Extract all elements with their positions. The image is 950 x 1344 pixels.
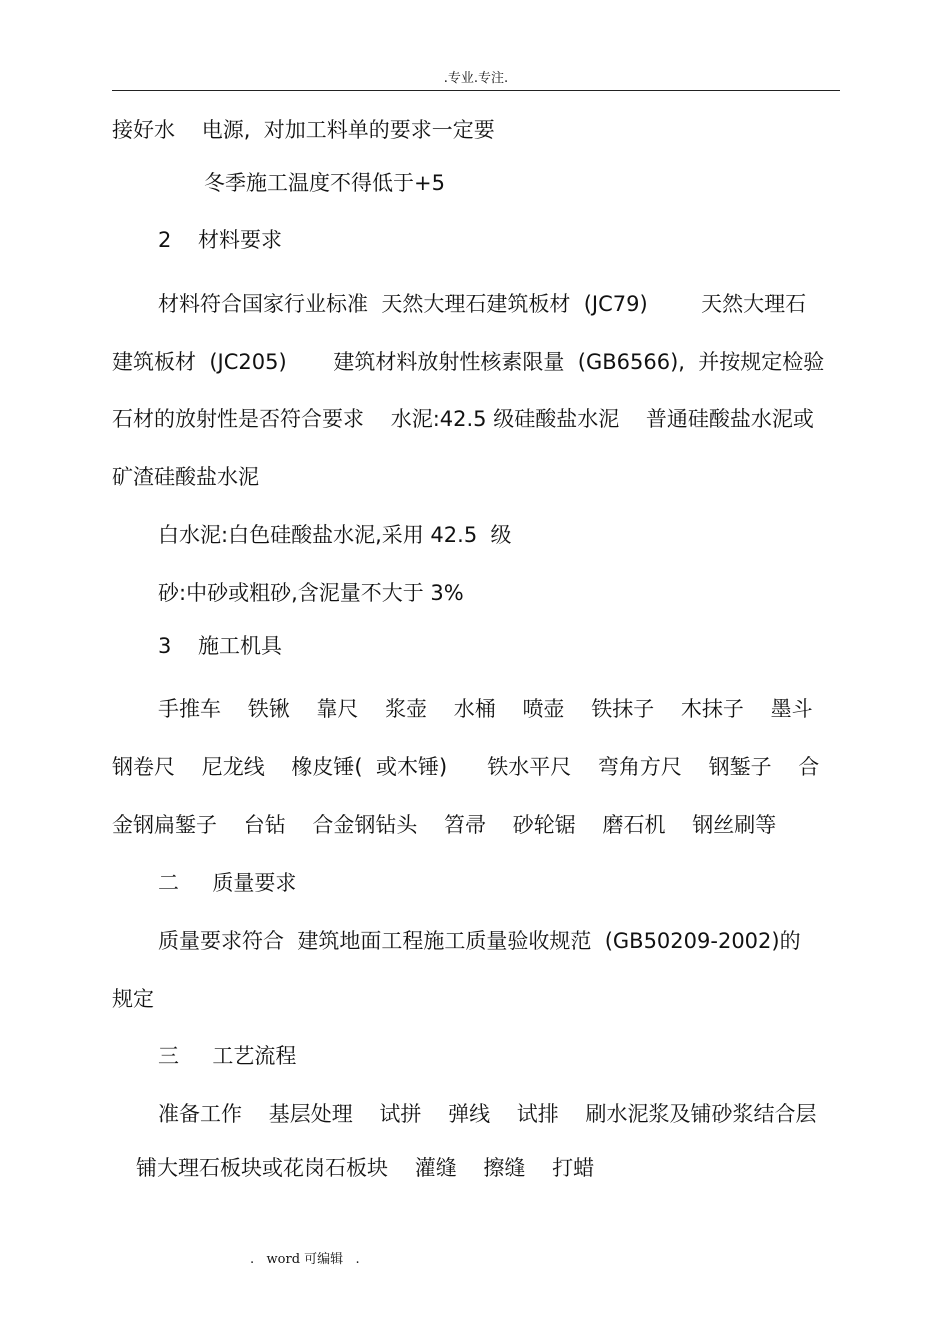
section-heading-process: 三 工艺流程 [158,1044,297,1068]
section-heading-materials: 2 材料要求 [158,228,283,252]
text-line-9: 砂:中砂或粗砂,含泥量不大于 3% [158,581,464,605]
text-line-7: 矿渣硅酸盐水泥 [112,465,259,489]
text-line-13: 金钢扁錾子 台钻 合金钢钻头 笤帚 砂轮锯 磨石机 钢丝刷等 [112,813,777,837]
text-line-18: 准备工作 基层处理 试拼 弹线 试排 刷水泥浆及铺砂浆结合层 [158,1102,817,1126]
text-line-15: 质量要求符合 建筑地面工程施工质量验收规范 (GB50209-2002)的 [158,929,801,953]
text-line-5: 建筑板材 (JC205) 建筑材料放射性核素限量 (GB6566), 并按规定检验 [112,350,825,374]
text-line-19: 铺大理石板块或花岗石板块 灌缝 擦缝 打蜡 [136,1156,595,1180]
text-line-8: 白水泥:白色硅酸盐水泥,采用 42.5 级 [158,523,512,547]
section-heading-quality: 二 质量要求 [158,871,297,895]
text-line-2: 冬季施工温度不得低于+5 [204,171,445,195]
page-footer: . word 可编辑 . [250,1252,360,1267]
section-heading-tools: 3 施工机具 [158,634,283,658]
text-line-11: 手推车 铁锹 靠尺 浆壶 水桶 喷壶 铁抹子 木抹子 墨斗 [158,697,813,721]
page-header: .专业.专注. [112,70,840,91]
text-line-1: 接好水 电源, 对加工料单的要求一定要 [112,118,495,142]
text-line-6: 石材的放射性是否符合要求 水泥:42.5 级硅酸盐水泥 普通硅酸盐水泥或 [112,407,814,431]
text-line-4: 材料符合国家行业标准 天然大理石建筑板材 (JC79) 天然大理石 [158,292,807,316]
text-line-16: 规定 [112,987,154,1011]
text-line-12: 钢卷尺 尼龙线 橡皮锤( 或木锤) 铁水平尺 弯角方尺 钢錾子 合 [112,755,820,779]
